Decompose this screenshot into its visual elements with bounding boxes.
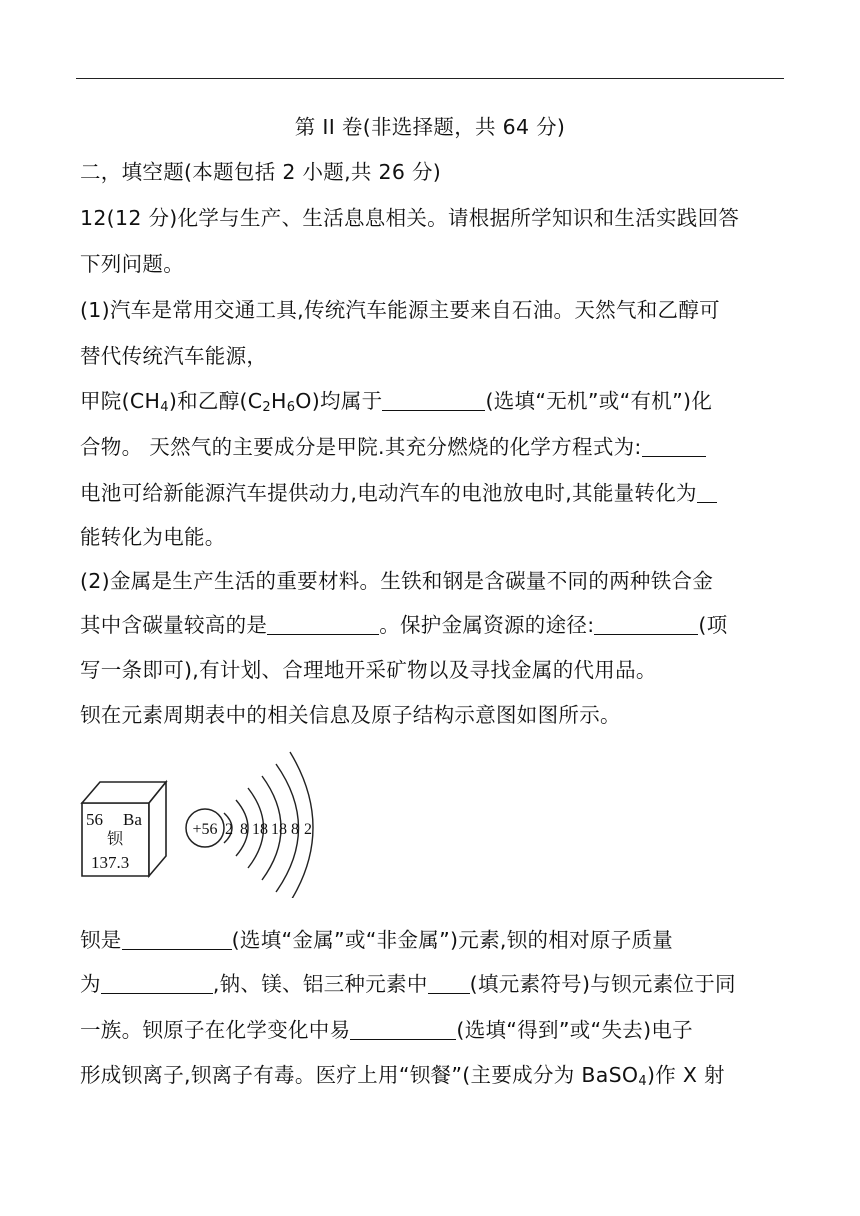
- part-1-methane-ethanol-line: 甲院$(CH_4)$和乙醇$(C_2H_6O)$均属于 (选填“无机”或“有机”)化: [80, 389, 713, 415]
- shell-count-5: 8: [291, 821, 299, 838]
- barium-figure: [74, 748, 334, 898]
- barium-question-line-2: 为 ,钠、镁、铝三种元素中 (填元素符号)与钡元素位于同: [80, 972, 736, 996]
- barium-question-line-3: 一族。钡原子在化学变化中易 (选填“得到”或“失去)电子: [80, 1018, 693, 1042]
- part-2-text: (2)金属是生产生活的重要材料。生铁和钢是含碳量不同的两种铁合金: [80, 569, 714, 593]
- part-1-battery-line: 电池可给新能源汽车提供动力,电动汽车的电池放电时,其能量转化为: [80, 478, 717, 508]
- barium-question-line-1: 钡是 (选填“金属”或“非金属”)元素,钡的相对原子质量: [80, 928, 674, 952]
- answer-blank-symbol[interactable]: [428, 971, 470, 994]
- barium-diagram: [74, 748, 334, 898]
- question-12-intro-cont: 下列问题。: [80, 252, 184, 276]
- part-2-carbon-line: 其中含碳量较高的是 。保护金属资源的途径: (项: [80, 613, 728, 637]
- nucleus-charge: +56: [192, 821, 218, 838]
- answer-blank-mass[interactable]: [101, 971, 213, 994]
- shell-count-6: 2: [304, 821, 312, 838]
- answer-blank-protection[interactable]: [594, 612, 698, 635]
- answer-blank-organic[interactable]: [382, 388, 485, 411]
- part-2-text-cont: 写一条即可),有计划、合理地开采矿物以及寻找金属的代用品。: [80, 658, 657, 682]
- part-heading: 二，填空题(本题包括 2 小题,共 26 分): [80, 160, 442, 184]
- shell-count-3: 18: [252, 821, 268, 838]
- barium-intro: 钡在元素周期表中的相关信息及原子结构示意图如图所示。: [80, 703, 621, 727]
- element-name: 钡: [107, 829, 124, 848]
- barium-question-line-4: 形成钡离子,钡离子有毒。医疗上用“钡餐”(主要成分为 BaSO$_4$)作 X 射: [80, 1063, 725, 1089]
- element-number: 56: [86, 810, 103, 829]
- part-1-text: (1)汽车是常用交通工具,传统汽车能源主要来自石油。天然气和乙醇可: [80, 298, 720, 322]
- answer-blank-carbon[interactable]: [267, 612, 379, 635]
- shell-count-2: 8: [240, 821, 248, 838]
- section-title: 第 II 卷(非选择题，共 64 分): [294, 115, 566, 139]
- electron-shells: [224, 752, 313, 898]
- part-1-combustion-line: 合物。 天然气的主要成分是甲院.其充分燃烧的化学方程式为:: [80, 432, 706, 462]
- answer-blank-equation[interactable]: [642, 434, 706, 457]
- answer-blank-metal[interactable]: [122, 927, 232, 950]
- part-1-battery-line-cont: 能转化为电能。: [80, 525, 226, 549]
- answer-blank-energy[interactable]: [697, 480, 717, 503]
- element-symbol: Ba: [123, 810, 142, 829]
- part-1-text-cont: 替代传统汽车能源，: [80, 344, 268, 368]
- atomic-mass: 137.3: [91, 853, 130, 872]
- shell-count-1: 2: [225, 821, 233, 838]
- shell-count-4: 18: [271, 821, 287, 838]
- question-12-intro: 12(12 分)化学与生产、生活息息相关。请根据所学知识和生活实践回答: [80, 206, 740, 230]
- header-rule: [76, 78, 784, 79]
- answer-blank-electron[interactable]: [350, 1017, 456, 1040]
